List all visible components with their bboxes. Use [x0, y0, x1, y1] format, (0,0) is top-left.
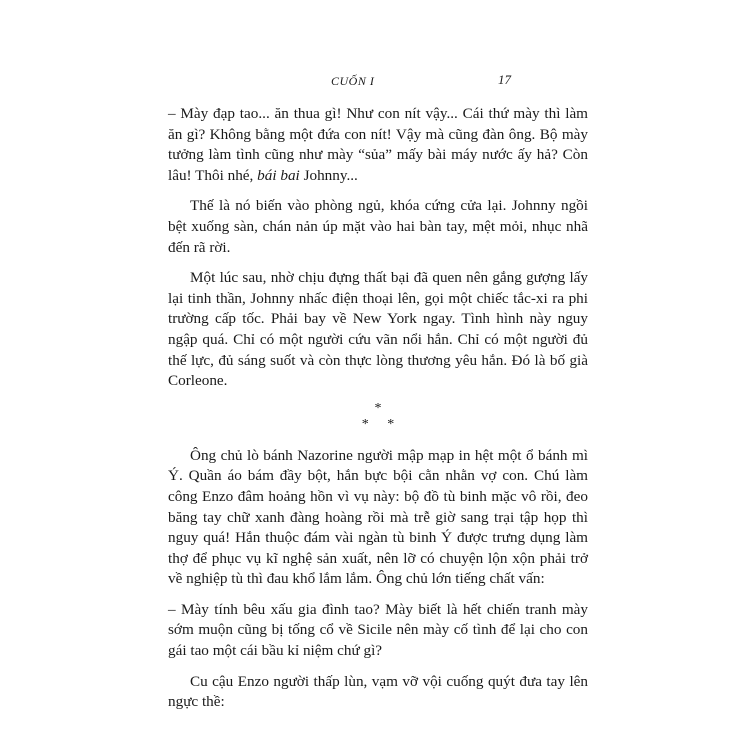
paragraph: Thế là nó biến vào phòng ngủ, khóa cứng cửa lại. Johnny ngồi bệt xuống sàn, chán nản úp mặt vào hai bàn tay, mệt mỏi, nhục nhã đến rã rời.	[168, 197, 588, 256]
paragraph-dialogue-2: – Mày tính bêu xấu gia đình tao? Mày biết là hết chiến tranh mày sớm muộn cũng bị tống cổ về Sicile nên mày cố tình để lại cho con gái tao một cái bầu kỉ niệm chứ gì?	[168, 600, 588, 660]
paragraph: Cu cậu Enzo người thấp lùn, vạm vỡ vội cuống quýt đưa tay lên ngực thề:	[168, 672, 588, 711]
page-number: 17	[498, 72, 511, 87]
paragraph: Ông chủ lò bánh Nazorine người mập mạp in hệt một ổ bánh mì Ý. Quần áo bám đầy bột, hắn bực bội cằn nhằn vợ con. Chú làm công Enzo đâm hoảng hồn vì vụ này: bộ đồ tù binh mặc vô rồi, đeo băng tay chữ xanh đàng hoàng rồi mà trễ giờ sang trại tập họp thì nguy quá! Hắn thuộc đám vài ngàn tù binh Ý được trưng dụng làm thợ để phục vụ kĩ nghệ sản xuất, nên lỡ có chuyện lộn xộn phải trở về nghiệp tù thì đau khổ lắm lắm. Ông chủ lớn tiếng chất vấn:	[168, 446, 588, 588]
scene-break-asterisk: *	[361, 416, 369, 432]
scene-break	[168, 402, 588, 434]
scene-break-asterisk: *	[374, 400, 382, 416]
body-text	[168, 104, 588, 713]
scene-break-asterisk: *	[387, 416, 395, 432]
text-run: Johnny...	[299, 166, 358, 184]
text-run: – Mày đạp tao... ăn thua gì! Như con nít vậy... Cái thứ mày thì làm ăn gì? Không bằng một đứa con nít! Vậy mà cũng đàn ông. Bộ mày tưởng làm tình cũng như mày “sủa” mấy bài máy nước ấy hả? Còn lâu! Thôi nhé,	[168, 105, 588, 184]
paragraph-dialogue-1	[168, 104, 588, 186]
chapter-title: CUỐN I	[331, 74, 375, 88]
book-page	[168, 70, 588, 723]
running-header	[168, 70, 588, 92]
italic-text: bái bai	[257, 166, 300, 184]
paragraph: Một lúc sau, nhờ chịu đựng thất bại đã quen nên gắng gượng lấy lại tinh thần, Johnny nhấc điện thoại lên, gọi một chiếc tắc-xi ra phi trường cấp tốc. Phải bay về New York ngay. Tình hình này nguy ngập quá. Chỉ có một người cứu vãn nổi hắn. Chỉ có một người đủ thế lực, đủ sáng suốt và còn thực lòng thương yêu hắn. Đó là bố già Corleone.	[168, 269, 588, 390]
